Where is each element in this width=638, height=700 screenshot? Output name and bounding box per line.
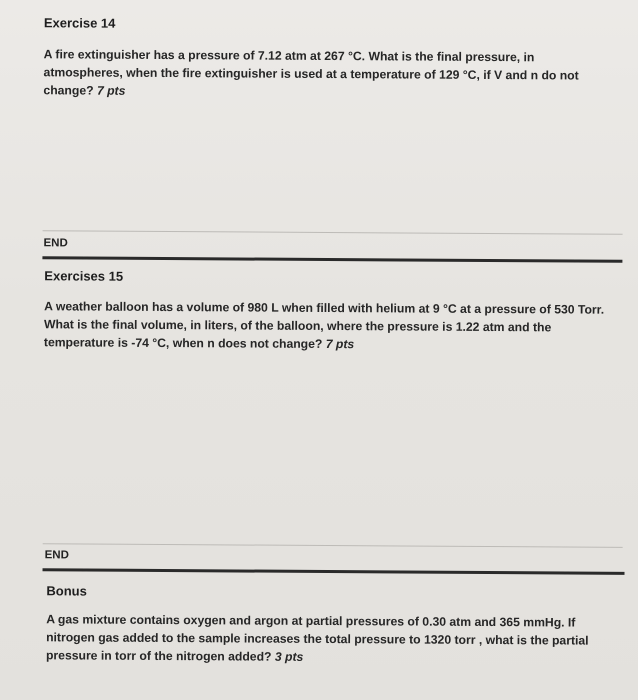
bleed-through-text <box>9 196 12 208</box>
divider <box>43 543 623 548</box>
exercise-15-question <box>44 297 612 354</box>
exercise-14-end: END <box>43 237 68 250</box>
divider <box>43 230 623 235</box>
exercise-15-question-text: A weather balloon has a volume of 980 L when filled with helium at 9 °C at a pressure of 530 Torr. What is the final volume, in liters, of the balloon, where the pressure is 1.22 atm and the temperature is -74 °C, when n does not change? <box>43 299 605 351</box>
exercise-14-title: Exercise 14 <box>43 15 116 31</box>
section-rule <box>42 256 622 263</box>
section-rule <box>43 568 625 575</box>
exercise-14-question-text: A fire extinguisher has a pressure of 7.12 atm at 267 °C. What is the final pressure, in atmospheres, when the fire extinguisher is used at a temperature of 129 °C, if V and n do not change? <box>43 47 579 98</box>
exercise-14-points: 7 pts <box>96 83 126 98</box>
bonus-points: 3 pts <box>274 649 304 664</box>
bonus-question-text: A gas mixture contains oxygen and argon at partial pressures of 0.30 atm and 365 mmHg. If nitrogen gas added to the sample increases the total pressure to 1320 torr , what is the partial pressure in torr of the nitrogen added? <box>45 612 589 664</box>
bonus-question <box>46 610 616 667</box>
exercise-15-points: 7 pts <box>325 336 355 352</box>
exercise-15-title: Exercises 15 <box>44 268 124 284</box>
exercise-15-end: END <box>44 549 69 562</box>
exercise-14-question <box>43 45 609 102</box>
bonus-title: Bonus <box>46 583 87 599</box>
